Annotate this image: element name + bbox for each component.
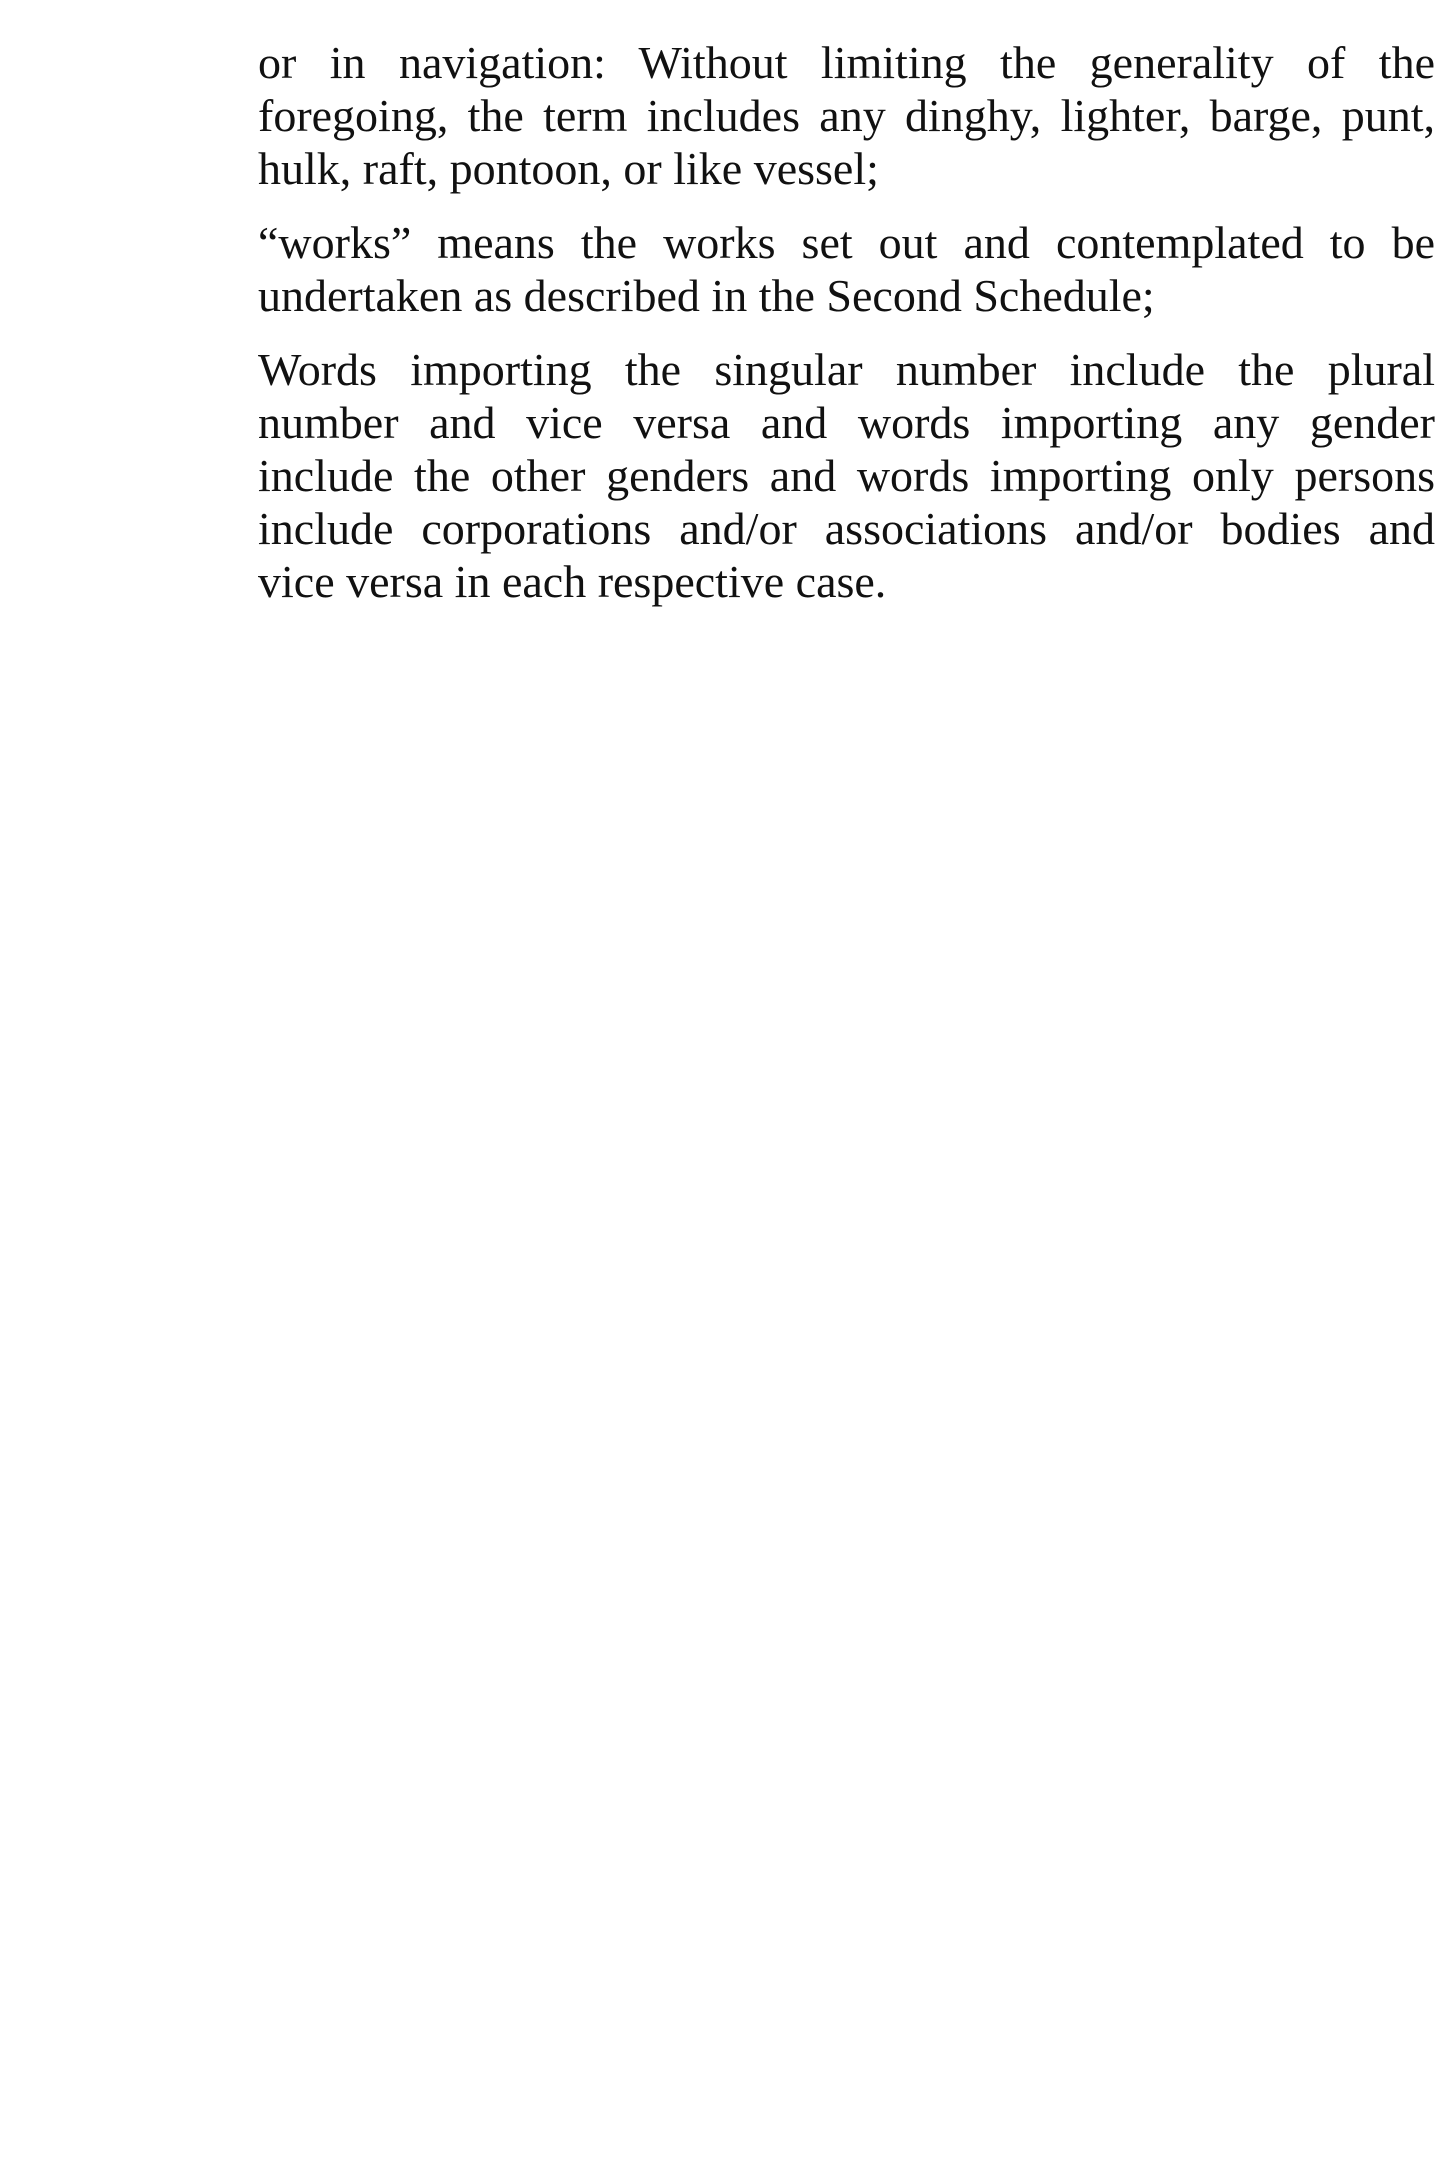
paragraph-interpretation-rule bbox=[258, 343, 1435, 608]
text-line: include corporations and/or associations and/or bodies and bbox=[258, 503, 1435, 554]
text-line: “works” means the works set out and contemplated to be bbox=[258, 217, 1435, 268]
text-line: foregoing, the term includes any dinghy, lighter, barge, punt, bbox=[258, 90, 1435, 141]
text-line: or in navigation: Without limiting the generality of the bbox=[258, 37, 1435, 88]
text-line: number and vice versa and words importing any gender bbox=[258, 397, 1435, 448]
paragraph-works-definition bbox=[258, 216, 1435, 322]
body-text bbox=[258, 36, 1435, 629]
paragraph-vessel-definition bbox=[258, 36, 1435, 195]
text-line: undertaken as described in the Second Schedule; bbox=[258, 270, 1155, 321]
text-line: vice versa in each respective case. bbox=[258, 556, 887, 607]
text-line: include the other genders and words importing only persons bbox=[258, 450, 1435, 501]
text-line: Words importing the singular number include the plural bbox=[258, 344, 1435, 395]
text-line: hulk, raft, pontoon, or like vessel; bbox=[258, 143, 879, 194]
